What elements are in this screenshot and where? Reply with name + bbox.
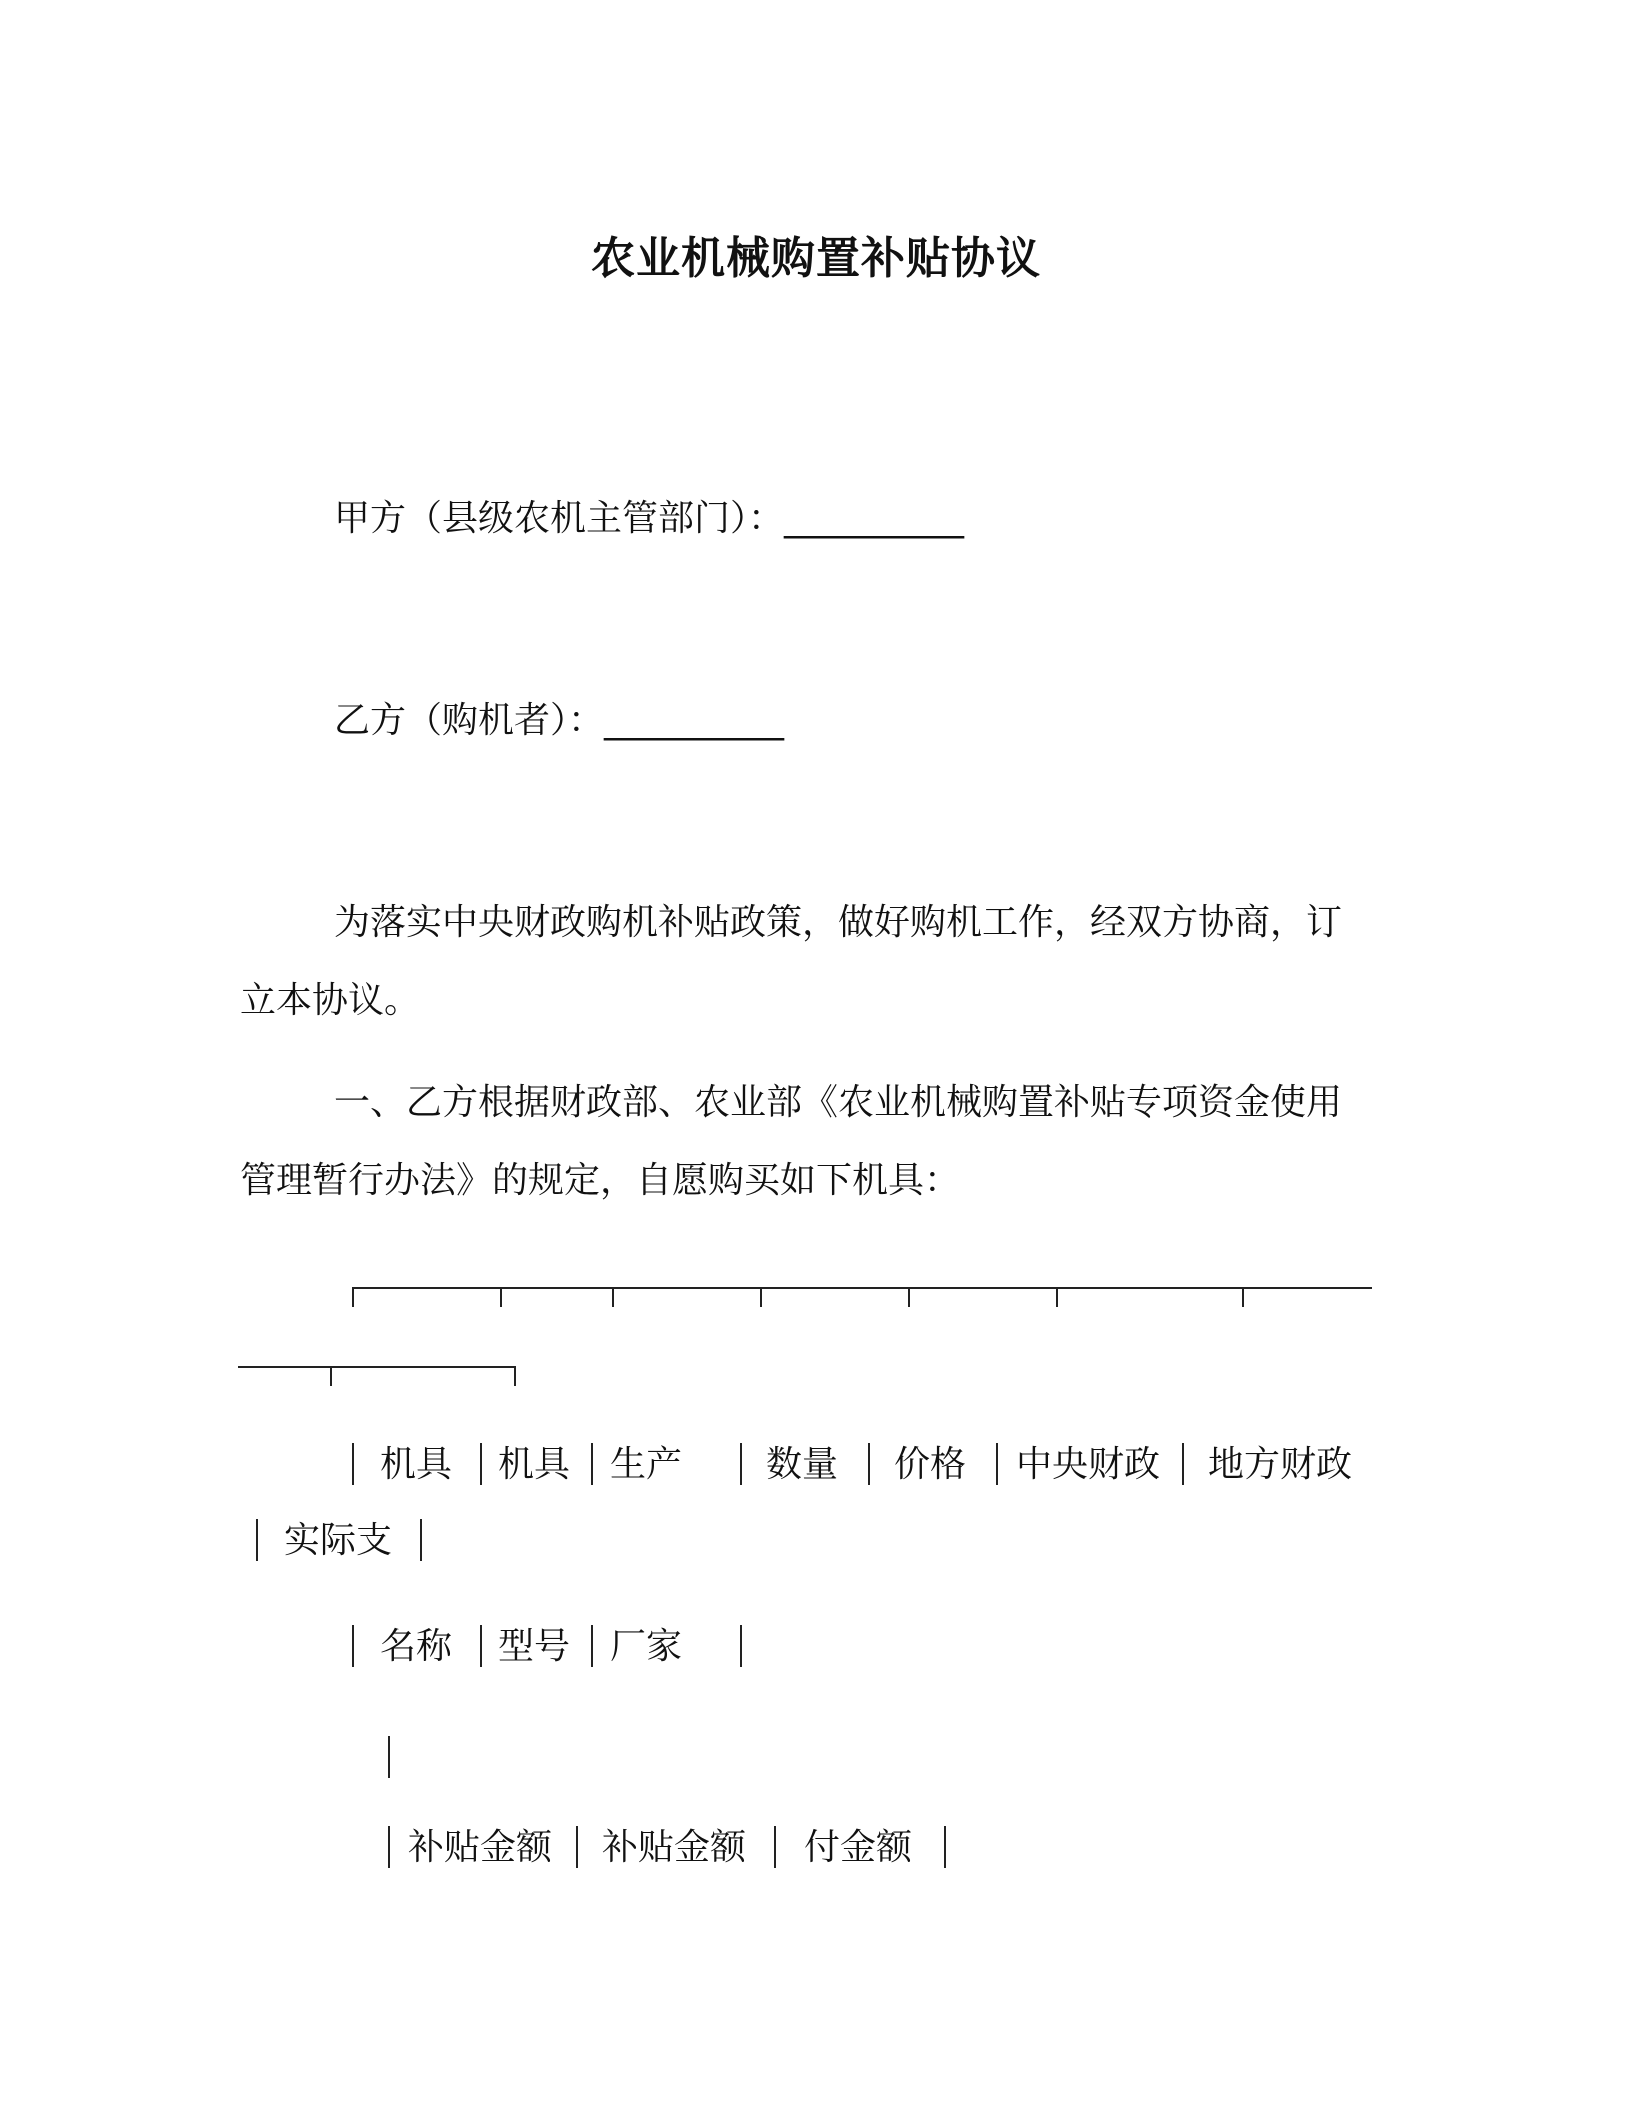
- intro-paragraph-line1: 为落实中央财政购机补贴政策，做好购机工作，经双方协商，订: [334, 902, 1343, 943]
- table-column-separator: [388, 1826, 390, 1868]
- table-column-separator: [996, 1443, 998, 1485]
- table-header-cell: 机具: [380, 1444, 453, 1485]
- table-column-separator: [480, 1443, 482, 1485]
- table-column-separator: [576, 1826, 578, 1868]
- clause-1-line1: 一、乙方根据财政部、农业部《农业机械购置补贴专项资金使用: [334, 1082, 1343, 1123]
- party-b-line: 乙方（购机者）：__________: [334, 700, 785, 741]
- clause-1-line2: 管理暂行办法》的规定，自愿购买如下机具：: [240, 1160, 961, 1201]
- document-title: 农业机械购置补贴协议: [591, 233, 1041, 284]
- table-tick: [514, 1366, 516, 1386]
- table-column-separator: [480, 1625, 482, 1667]
- table-continued-rule: [238, 1366, 516, 1368]
- table-header-cell: 补贴金额: [602, 1827, 747, 1868]
- table-column-separator: [352, 1625, 354, 1667]
- table-column-separator: [1182, 1443, 1184, 1485]
- table-top-rule: [352, 1287, 1372, 1289]
- table-tick: [352, 1287, 354, 1307]
- table-header-cell: 生产: [610, 1444, 683, 1485]
- table-tick: [760, 1287, 762, 1307]
- table-column-separator: [740, 1443, 742, 1485]
- table-header-cell: 机具: [498, 1444, 571, 1485]
- table-column-separator: [868, 1443, 870, 1485]
- table-tick: [330, 1366, 332, 1386]
- table-header-cell: 数量: [766, 1444, 839, 1485]
- table-header-cell: 厂家: [610, 1626, 683, 1667]
- table-header-cell: 中央财政: [1016, 1444, 1161, 1485]
- table-tick: [500, 1287, 502, 1307]
- table-header-cell: 实际支: [284, 1520, 393, 1561]
- table-tick: [1056, 1287, 1058, 1307]
- table-header-cell: 价格: [894, 1444, 967, 1485]
- table-tick: [908, 1287, 910, 1307]
- table-header-cell: 名称: [380, 1626, 453, 1667]
- table-column-separator: [591, 1443, 593, 1485]
- table-header-cell: 型号: [498, 1626, 571, 1667]
- table-column-separator: [740, 1625, 742, 1667]
- table-column-separator: [591, 1625, 593, 1667]
- table-header-cell: 地方财政: [1208, 1444, 1353, 1485]
- table-column-separator: [774, 1826, 776, 1868]
- table-column-separator: [420, 1519, 422, 1561]
- table-column-separator: [944, 1826, 946, 1868]
- table-header-cell: 补贴金额: [408, 1827, 553, 1868]
- intro-paragraph-line2: 立本协议。: [240, 980, 421, 1021]
- table-tick: [612, 1287, 614, 1307]
- table-column-separator: [256, 1519, 258, 1561]
- table-tick: [1242, 1287, 1244, 1307]
- table-column-separator: [388, 1736, 390, 1778]
- table-header-cell: 付金额: [804, 1827, 913, 1868]
- table-column-separator: [352, 1443, 354, 1485]
- party-a-line: 甲方（县级农机主管部门）：__________: [334, 498, 965, 539]
